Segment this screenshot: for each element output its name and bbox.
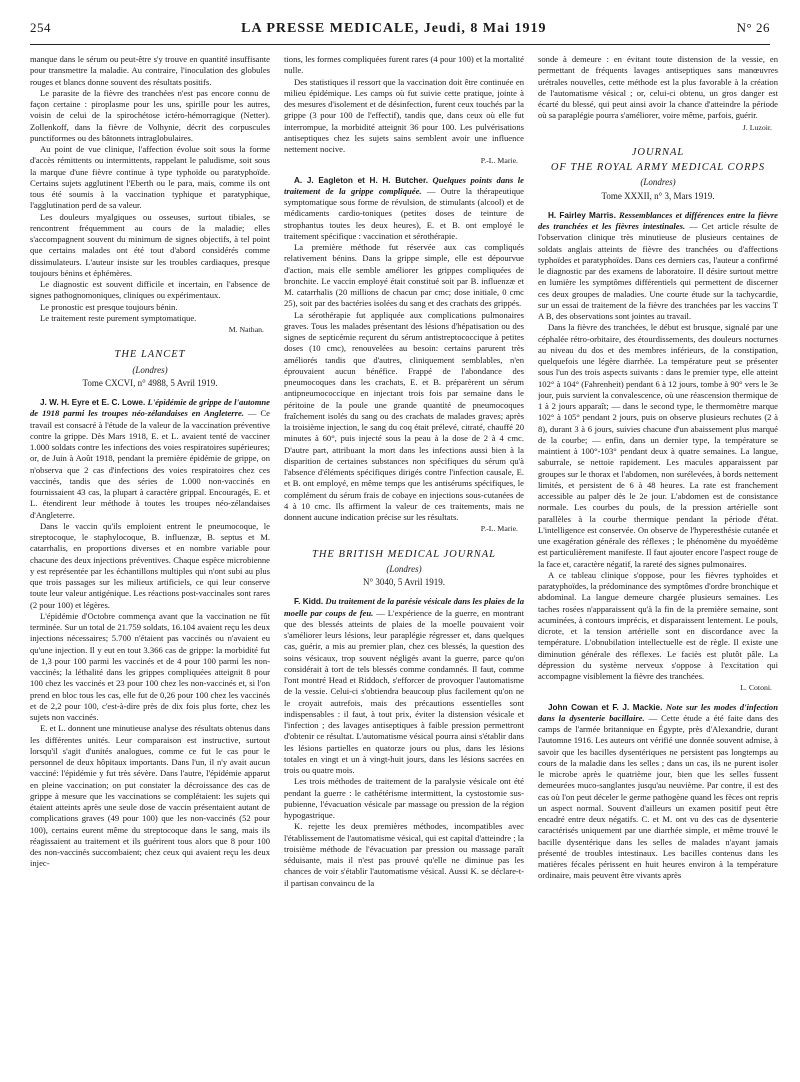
article-paragraph	[284, 596, 524, 776]
paragraph: Les trois méthodes de traitement de la paralysie vésicale ont été pendant la guerre : le cathétérisme intermittent, la cystostomie sus-pubienne, l'évacuation vésicale par massage ou pression de la région hypogastrique.	[284, 776, 524, 820]
column-3	[538, 54, 778, 1074]
article-title: Note sur les modes d'infection dans la dysenterie bacillaire.	[538, 701, 778, 723]
journal-issue: Tome XXXII, n° 3, Mars 1919.	[601, 190, 715, 201]
article-text: — L'expérience de la guerre, en montrant que des blessés atteints de plaies de la moelle pouvaient voir s'améliorer leurs lésions, leur paraplégie régresser et, dans quelques cas, guérir, a mis au premier plan, chez ces blessés, la question des soins vésicaux, trop souvent négligés avant la guerre, parce qu'on considérait à tort de tels blessés comme condamnés. Il faut, comme l'ont montré Head et Riddoch, s'efforcer de provoquer l'automatisme de la vessie. Celui-ci s'obtiendra beaucoup plus facilement qu'on ne le croyait autrefois, mais des précautions essentielles sont indispensables : il faut, à tout prix, éviter la distension vésicale et l'infection ; des lavages antiseptiques à faible pression permettront d'obtenir ce résultat. L'automatisme vésical pourra ainsi s'établir dans les lésions partielles en quatorze jours ou plus, dans les lésions totales en vingt et un à vingt-huit jours, dans les lésions sacrées en trois ou quatre mois.	[284, 607, 524, 775]
journal-section-title: THE BRITISH MEDICAL JOURNAL	[311, 548, 496, 560]
paragraph: tions, les formes compliquées furent rares (4 pour 100) et la mortalité nulle.	[284, 54, 524, 76]
article-columns	[30, 54, 778, 1074]
signature: L. Cotoni.	[740, 683, 772, 693]
paragraph: Le pronostic est presque toujours bénin.	[40, 301, 178, 312]
article-title: Du traitement de la parésie vésicale dans les plaies de la moelle par coups de feu.	[284, 596, 524, 618]
paragraph: manque dans le sérum ou peut-être s'y trouve en quantité insuffisante pour transmettre la maladie. Au contraire, l'inoculation des globules rouges et blancs donne souvent des résultats positifs.	[30, 54, 270, 87]
signature: P.-L. Marie.	[480, 156, 518, 166]
paragraph: Le parasite de la fièvre des tranchées n'est pas encore connu de façon certaine : piroplasme pour les uns, spirille pour les autres, voisin de celui de la spirochétose ictéro-hémorragique (Netter). Zollenkoff, dans la fièvre de Volhynie, décrit des corpuscules punctiformes ou des bâtonnets intraglobulaires.	[30, 87, 270, 143]
article-authors: A. J. Eagleton et H. H. Butcher.	[294, 175, 428, 185]
journal-section-title: JOURNAL	[631, 146, 685, 158]
paragraph: Le diagnostic est souvent difficile et incertain, en l'absence de signes pathognomoniques, cliniques ou expérimentaux.	[30, 279, 270, 301]
journal-section-title-2: OF THE ROYAL ARMY MEDICAL CORPS	[550, 162, 766, 173]
signature: M. Nathan.	[228, 325, 264, 334]
article-text: — Cet article résulte de l'observation clinique très minutieuse de plusieurs centaines de soldats anglais atteints de fièvre des tranchées ou d'affections typhoïdes et paratyphoïdes. Dans ces derniers cas, l'auteur a confirmé le diagnostic par des examens de laboratoire. Il désire surtout mettre en lumière les symptômes différentiels qui permettent de discerner ces deux groupes de maladies. Une courte étude sur la tachycardie, sur un essai de traitement de la fièvre des tranchées par les vaccins T A B, des observations sont jointes au travail.	[538, 221, 778, 321]
signature: J. Luzoir.	[742, 122, 772, 132]
paragraph: Dans le vaccin qu'ils emploient entrent le pneumocoque, le streptocoque, le staphylocoque, B. influenzæ, B. septus et M. catarrhalis, en proportions diverses et en nombre variable pour chacune des deux injections préventives. Chaque espèce microbienne y est représentée par les échantillons multiples qui n'ont subi au plus que trois passages sur les milieux artificiels, ce qui leur conserve toute leur valeur antigénique. Les réactions post-vaccinales sont rares (2 pour 100) et légères.	[30, 520, 270, 610]
article-text: — Ce travail est consacré à l'étude de la valeur de la vaccination préventive contre la grippe. Dès Mars 1918, E. et L. avaient tenté de vacciner 1.000 soldats contre les infections des voies respiratoires supérieures; or, de Juin à Août 1918, pendant la première épidémie de grippe, on n'observa que 2 cas d'infections des voies respiratoires chez ces vaccinés, tandis que des séries de 1.000 non-vaccinés en fournissaient 43 cas, la plupart à caractère grippal. Encouragés, E. et L. étendirent leur méthode à toutes les troupes néo-zélandaises d'Angleterre.	[30, 408, 270, 520]
article-authors: F. Kidd.	[294, 597, 324, 607]
article-paragraph	[538, 210, 778, 323]
article-text: — Outre la thérapeutique symptomatique sous forme de révulsion, de stimulants (alcool) et de médicaments cardio-toniques (petites doses de teinture de strophantus toutes les deux heures), E. et B. ont employé le traitement spécifique : vaccination et sérothérapie.	[284, 185, 524, 241]
signature: P.-L. Marie.	[480, 524, 518, 534]
paragraph: La sérothérapie fut appliquée aux complications pulmonaires graves. Tous les malades présentant des lésions d'hépatisation ou des signes de septicémie reçurent du sérum antistreptococcique à petites doses (10 cmc), renouvelées au besoin: certains parurent très améliorés tandis que d'autres, cliniquement semblables, n'en éprouvaient aucun bénéfice. Frappé de l'abondance des pneumocoques dans les crachats, E. et B. préparèrent un sérum antipneumococcique en injectant trois fois par semaine dans le péritoine de la poule une grande quantité de pneumocoques fraîchement isolés du sang ou des crachats de malades graves; après la troisième injection, le sang du coq était prélevé, citraté, chauffé 20 minutes à 60°, puis injecté sous la peau à la dose de 2 à 4 cmc. D'autre part, attribuant la mort dans les infections aussi bien à la disparition de certaines substances non spécifiques du sérum qu'à l'absence d'éléments spécifiques dirigés contre l'infection causale, E. et B. ont employé, en même temps que les antisérums spécifiques, le complément du sérum frais de cobaye en injections sous-cutanées de 4 à 10 cmc. Ils affirment la valeur de ces traitements, mais ne donnent aucune indication précise sur les résultats.	[284, 309, 524, 522]
paragraph: A ce tableau clinique s'oppose, pour les fièvres typhoïdes et paratyphoïdes, la prédominance des symptômes d'ordre bronchique et abdominal. La langue demeure chargée plusieurs semaines. Les taches rosées n'apparaissent qu'à la fin de la première semaine, sont acuminées, à contours imprécis, et disparaissent lentement. Le pouls, dicrote, et la tension artérielle sont en discordance avec la température. L'obnubilation intellectuelle est de règle. Il existe une diminution générale des réflexes. Le faciès est plutôt pâle. La dépression du système nerveux s'oppose à l'excitation qui accompagne visiblement la fièvre des tranchées.	[538, 569, 778, 681]
journal-section-title: THE LANCET	[114, 349, 186, 361]
paragraph: E. et L. donnent une minutieuse analyse des résultats obtenus dans les différentes unités. Leur comparaison est instructive, surtout lorsqu'il s'agit d'unités analogues, comme ce fut le cas pour le personnel de deux hôpitaux importants. Dans l'un, il n'y avait aucun vacciné: l'épidémie y fut très sévère. Dans l'autre, l'épidémie apparut en pleine vaccination; on put constater la décroissance des cas de grippe à mesure que les vaccinations se complétaient: les sujets qui étaient atteints après une seule dose de vaccin présentaient autant de complications graves (49 pour 100) que les non-vaccinés (52 pour 100), certains eurent même du streptocoque dans le sang, mais ils réagissaient au traitement et ils guérirent tous alors que 8 pour 100 des non-vaccinés succombaient; chez ceux qui avaient reçu les deux injec-	[30, 723, 270, 869]
article-authors: John Cowan et F. J. Mackie.	[548, 702, 663, 712]
journal-issue: N° 3040, 5 Avril 1919.	[363, 577, 445, 587]
journal-city: (Londres)	[132, 364, 168, 375]
paragraph: Le traitement reste purement symptomatique.	[40, 312, 197, 323]
paragraph: Les douleurs myalgiques ou osseuses, surtout tibiales, se rencontrent fréquemment au cours de la maladie; elles s'accompagnent souvent du minimum de signes objectifs, à tel point que certains malades ont été tout d'abord considérés comme dissimulateurs. L'auteur insiste sur les troubles cardiaques, presque toujours bénins et éphémères.	[30, 211, 270, 278]
article-title: L'épidémie de grippe de l'automne de 1918 parmi les troupes néo-zélandaises en Angleterre.	[30, 397, 270, 419]
journal-city: (Londres)	[386, 563, 422, 574]
page-number: 254	[30, 20, 51, 35]
article-title: Ressemblances et différences entre la fièvre des tranchées et les fièvres intestinales.	[538, 209, 778, 231]
paragraph: La première méthode fut réservée aux cas compliqués relativement bénins. Dans la grippe simple, elle est dépourvue d'action, mais elle semble améliorer les grippes compliquées de bronchite. Le vaccin employé était constitué soit par B. influenzæ et M. catarrhalis (20 millions de chacun par cmc; dose initiale, 0 cmc 25), soit par des bactéries isolées du sang et des crachats des grippés.	[284, 242, 524, 309]
article-paragraph	[284, 175, 524, 243]
article-title: Quelques points dans le traitement de la grippe compliquée.	[284, 174, 524, 196]
paragraph: Dans la fièvre des tranchées, le début est brusque, signalé par une céphalée rétro-orbitaire, des étourdissements, des douleurs nocturnes au niveau du dos et des membres inférieurs, de la constipation, quelquefois une légère diarrhée. La température peut se présenter sous l'un des trois aspects suivants : dans le premier type, elle atteint 102° à 104° (Fahrenheit) pendant 6 à 12 jours, tombe à 90° vers le 3e jour, puis survient la convalescence, où une réascension thermique de 1 à 2 jours apparaît; — dans le second type, le thermomètre marque 102° à 105° pendant 2 jours, puis on observe plusieurs rechutes (2 à 8), durant 3 à 6 jours, suivies chacune d'un abaissement plus marqué de la courbe; — enfin, dans un dernier type, la température se maintient à 100°-103° pendant deux à quatre semaines. La langue, saburrale, se nettoie rapidement. Les macules apparaissent par groupes sur le thorax et l'abdomen, non surélevées, à bords nettement limités, et persistent de 6 à 48 heures. La rate est franchement accessible au palper dès le 2e jour. L'abdomen est de consistance normale. Les courbes du pouls, de la pression artérielle sont parallèles à la courbe thermique pendant la période d'état. L'intelligence est conservée. On observe de l'hyperesthésie cutanée et une exagération générale des réflexes ; le phénomène du myoédème est particulièrement manifeste. Il faut ajouter encore l'aspect rouge de la face et, caractère négatif, la rareté des signes pulmonaires.	[538, 322, 778, 569]
paragraph: Des statistiques il ressort que la vaccination doit être continuée en milieu épidémique. Les camps où fut suivie cette pratique, jointe à des mesures d'isolement et de désinfection, furent ceux touchés par la grippe (3 pour 100 de l'effectif), tandis que, dans ceux où elle fut interrompue, la morbidité atteignit 36 pour 100. Les pulvérisations antiseptiques chez les sujets sains semblent avoir une influence nettement nocive.	[284, 76, 524, 154]
article-authors: H. Fairley Marris.	[548, 210, 616, 220]
article-paragraph	[30, 397, 270, 521]
paragraph: Au point de vue clinique, l'affection évolue soit sous la forme d'accès rémittents ou intermittents, rappelant le paludisme, soit sous la marque d'une fièvre continue à type typhoïde ou paratyphoïde. Certains sujets agglutinent l'Eberth ou le para, mais, comme ils ont tous été soumis à la vaccination typhique et paratyphique, l'agglutination perd de sa valeur.	[30, 144, 270, 211]
article-text: — Cette étude a été faite dans des camps de l'armée britannique en Égypte, près d'Alexandrie, durant l'automne 1916. Les auteurs ont vérifié une donnée souvent admise, à savoir que les bacilles dysentériques ne persistent pas longtemps au cours de la maladie dans les selles ; dans un cas, ils ne purent isoler le microbe après le quatrième jour, bien que les selles fussent demeurées muco-sanglantes jusqu'au neuvième. Par contre, il est des cas où l'on peut déceler le germe pathogène quand les fèces ont repris un aspect normal. Souvent d'ailleurs un examen positif peut être encadré entre deux négatifs. C. et M. ont vu des cas de dysenterie caractérisés uniquement par une diarrhée simple, et même trouvé le bacille dysentérique dans les selles de malades n'ayant jamais présenté de troubles intestinaux. Les bacilles contenus dans les matières fécales périssent en huit heures environ à la température ordinaire, mais peuvent être vivants après	[538, 712, 778, 881]
article-paragraph	[538, 702, 778, 882]
column-2	[284, 54, 524, 1074]
paragraph: sonde à demeure : en évitant toute distension de la vessie, en permettant de fréquents lavages antiseptiques sans manœuvres urétrales nouvelles, cette méthode est la plus favorable à la création de l'automatisme vésical ; or, celui-ci obtenu, un gros danger est écarté du blessé, qui peut ainsi avoir la chance d'atteindre la période où sa paraplégie pourra s'améliorer, voire même, parfois, guérir.	[538, 54, 778, 121]
journal-city: (Londres)	[640, 177, 676, 188]
column-1	[30, 54, 270, 1074]
issue-number: N° 26	[736, 20, 770, 35]
paragraph: K. rejette les deux premières méthodes, incompatibles avec l'établissement de l'automatisme vésical, qui est capital d'atteindre ; la troisième méthode de l'évacuation par pression ou massage paraît séduisante, mais il n'est pas prouvé qu'elle ne diminue pas les chances de voir s'établir l'automatisme vésical. Aussi K. se déclare-t-il partisan convaincu de la	[284, 821, 524, 888]
header-rule	[30, 44, 770, 45]
article-authors: J. W. H. Eyre et E. C. Lowe.	[40, 398, 146, 407]
journal-issue: Tome CXCVI, n° 4988, 5 Avril 1919.	[82, 377, 218, 388]
journal-running-title: LA PRESSE MEDICALE, Jeudi, 8 Mai 1919	[241, 21, 547, 36]
paragraph: L'épidémie d'Octobre commença avant que la vaccination ne fût terminée. Sur un total de 21.759 soldats, 16.104 avaient reçu les deux injections nécessaires; 5.700 n'étaient pas vaccinés ou n'avaient eu qu'une injection. Il y eut en tout 3.366 cas de grippe: la morbidité fut de 1,3 pour 100 parmi les vaccinés et de 4 pour 100 parmi les non-vaccinés; la léthalité dans les grippes compliquées atteignit 8 pour 100 chez les vaccinés et 23 pour 100 chez les non-vaccinés et, si l'on prend en bloc tous les cas, elle fut de 0,26 pour 100 chez les vaccinés et de 2,2 pour 100, c'est-à-dire près de dix fois plus forte, chez les sujets non vaccinés.	[30, 610, 270, 722]
running-header	[30, 20, 770, 42]
